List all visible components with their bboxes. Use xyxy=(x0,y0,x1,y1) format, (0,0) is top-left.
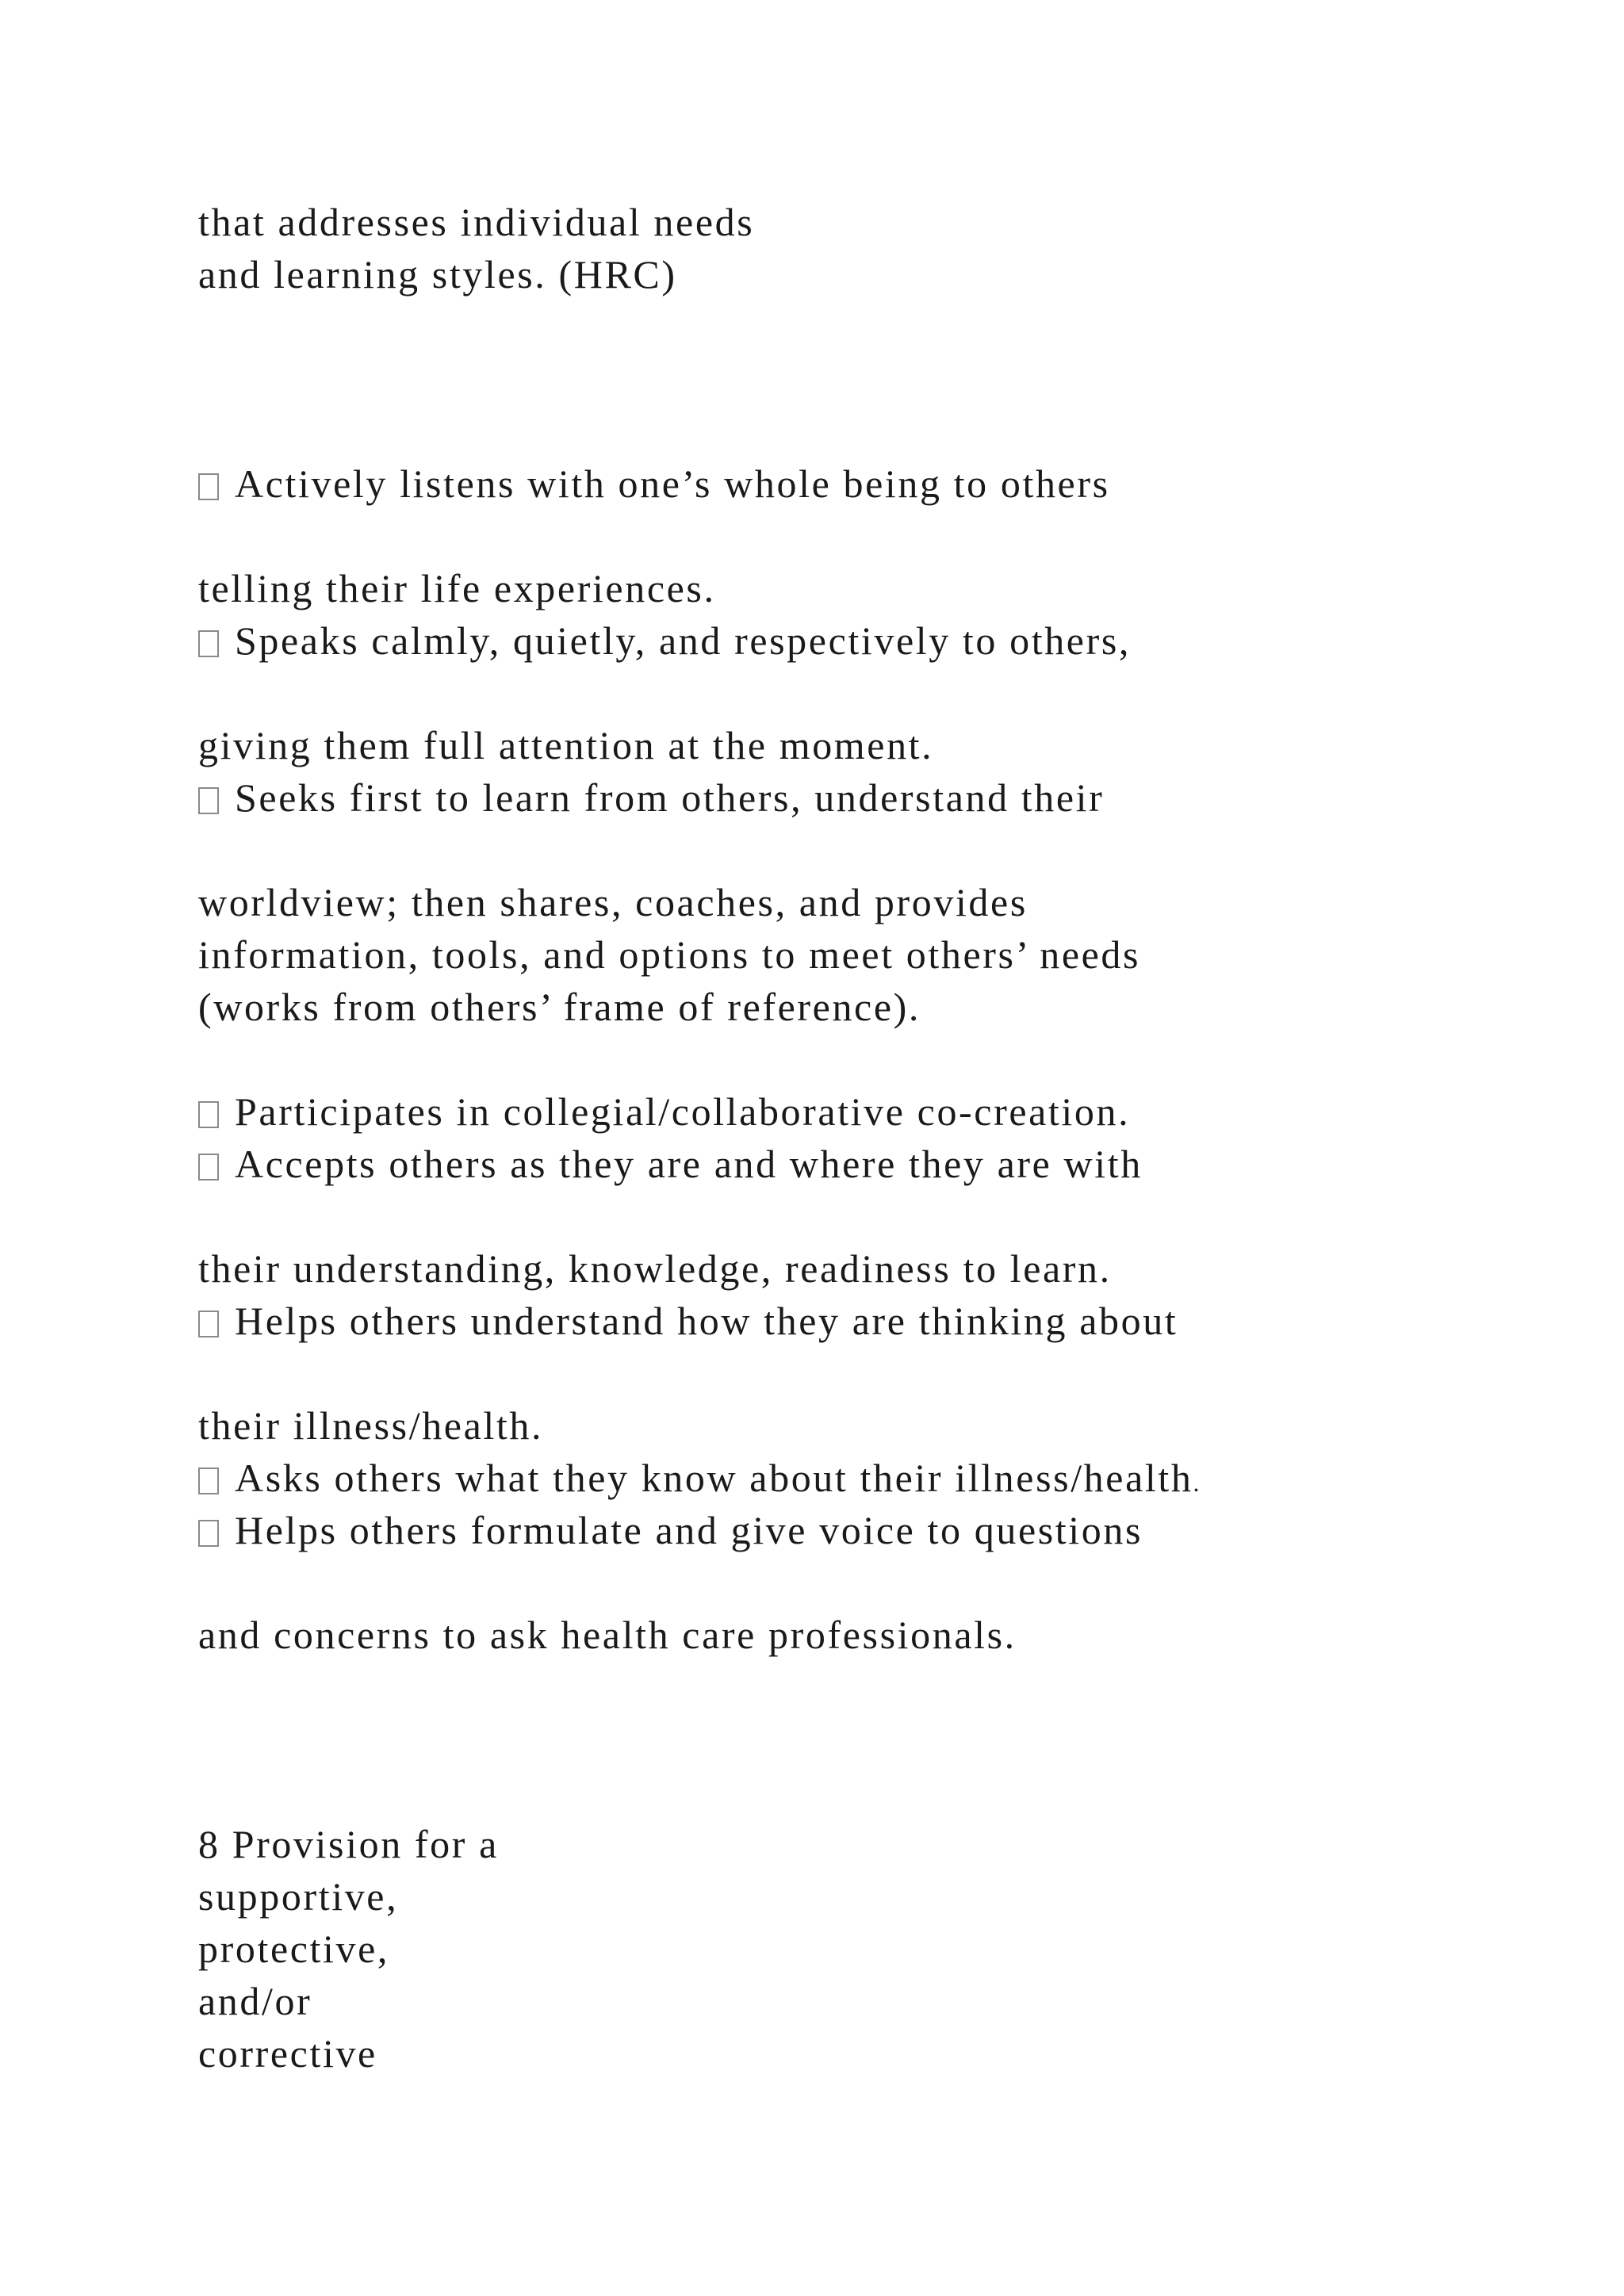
checkbox-bullet-icon xyxy=(198,1520,219,1547)
bullet-item xyxy=(198,1089,1131,1134)
text-line xyxy=(198,1403,544,1448)
line-text: that addresses individual needs xyxy=(198,200,755,244)
text-line xyxy=(198,1615,1017,1655)
bullet-item xyxy=(198,461,1110,506)
checkbox-bullet-icon xyxy=(198,1468,219,1494)
bullet-item xyxy=(198,1301,1178,1341)
line-text: telling their life experiences. xyxy=(198,566,716,610)
checkbox-bullet-icon xyxy=(198,1154,219,1181)
line-text: and/or xyxy=(198,1979,312,2023)
line-text: supportive, xyxy=(198,1874,399,1919)
checkbox-bullet-icon xyxy=(198,787,219,814)
line-text: Accepts others as they are and where they are with xyxy=(235,1142,1143,1186)
checkbox-bullet-icon xyxy=(198,473,219,500)
text-line xyxy=(198,882,1028,922)
line-text: Helps others understand how they are thinking about xyxy=(235,1299,1178,1343)
line-text: Participates in collegial/collaborative co-creation. xyxy=(235,1089,1131,1134)
checkbox-bullet-icon xyxy=(198,630,219,657)
checkbox-bullet-icon xyxy=(198,1311,219,1337)
line-text: their illness/health. xyxy=(198,1403,544,1448)
line-text: giving them full attention at the moment. xyxy=(198,723,934,767)
bullet-item xyxy=(198,618,1132,663)
line-text: 8 Provision for a xyxy=(198,1822,499,1866)
line-text: corrective xyxy=(198,2031,377,2076)
text-line xyxy=(198,1246,1112,1291)
line-text: worldview; then shares, coaches, and provides xyxy=(198,880,1028,924)
text-line xyxy=(198,1824,499,1864)
checkbox-bullet-icon xyxy=(198,1101,219,1128)
line-period: . xyxy=(1193,1468,1202,1497)
bullet-item xyxy=(198,1144,1143,1184)
line-text: Asks others what they know about their illness/health xyxy=(235,1456,1193,1500)
line-text: (works from others’ frame of reference). xyxy=(198,985,921,1029)
line-text: and learning styles. (HRC) xyxy=(198,252,677,297)
line-text: information, tools, and options to meet others’ needs xyxy=(198,932,1141,977)
bullet-item xyxy=(198,775,1105,820)
text-line xyxy=(198,1929,389,1969)
text-line xyxy=(198,252,677,297)
bullet-item xyxy=(198,1458,1201,1498)
line-text: Seeks first to learn from others, understand their xyxy=(235,775,1105,820)
line-text: and concerns to ask health care professionals. xyxy=(198,1613,1017,1657)
text-line xyxy=(198,725,933,765)
line-text: Helps others formulate and give voice to questions xyxy=(235,1508,1143,1552)
text-line xyxy=(198,202,754,242)
line-text: their understanding, knowledge, readiness to learn. xyxy=(198,1246,1112,1291)
text-line xyxy=(198,568,716,608)
text-line xyxy=(198,932,1141,977)
line-text: Speaks calmly, quietly, and respectively to others, xyxy=(235,618,1132,663)
text-line xyxy=(198,987,921,1027)
text-line xyxy=(198,1981,312,2021)
text-line xyxy=(198,2031,377,2076)
line-text: Actively listens with one’s whole being to others xyxy=(235,461,1110,506)
text-line xyxy=(198,1874,399,1919)
line-text: protective, xyxy=(198,1927,390,1971)
bullet-item xyxy=(198,1510,1143,1550)
